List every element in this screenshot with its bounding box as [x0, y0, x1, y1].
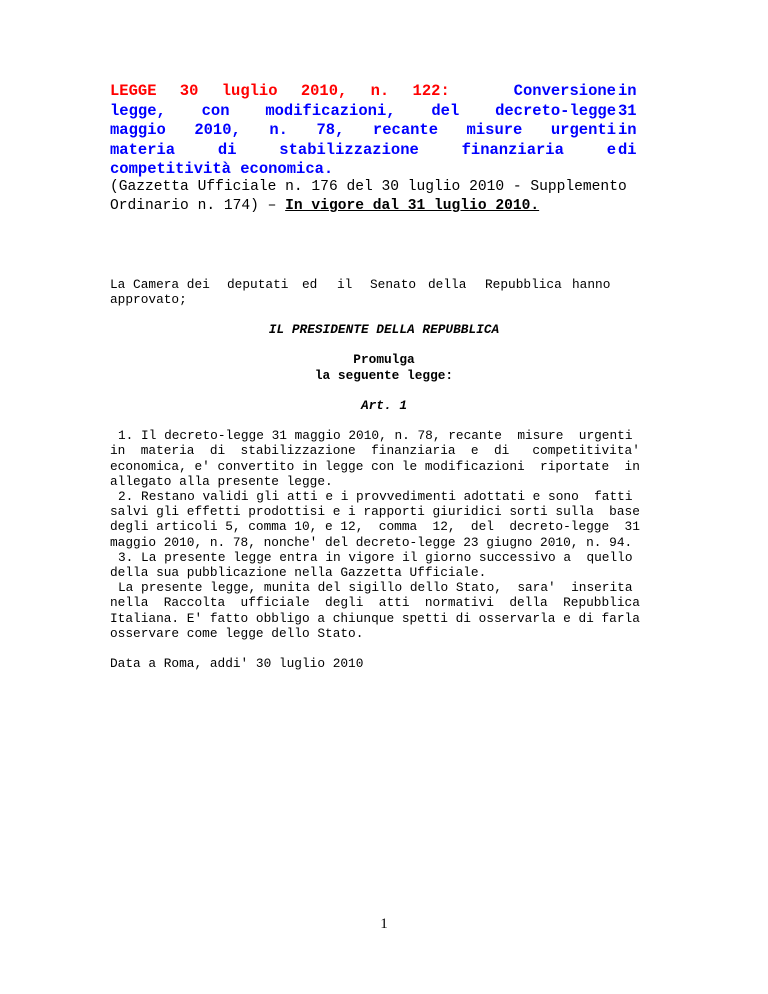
law-body: [110, 277, 658, 671]
title-line-3: maggio 2010, n. 78, recante misure urgenti: [110, 121, 616, 139]
title-line-2: legge, con modificazioni, del decreto-legge: [110, 101, 616, 120]
preamble-line-2: approvato;: [110, 292, 187, 307]
seguente-legge-heading: la seguente legge:: [314, 367, 454, 383]
article-text: 1. Il decreto-legge 31 maggio 2010, n. 78, recante misure urgenti in materia di stabilizzazione finanziaria e di competitivita' economica, e' convertito in legge con le modificazioni riportate in allegato alla presente legge. 2. Restano validi gli atti e i provvedimenti adottati e sono fatti salvi gli effetti prodottisi e i rapporti giuridici sorti sulla base degli articoli 5, comma 10, e 12, comma 12, del decreto-legge 31 maggio 2010, n. 78, nonche' del decreto-legge 23 giugno 2010, n. 94. 3. La presente legge entra in vigore il giorno successivo a quello della sua pubblicazione nella Gazzetta Ufficiale. La presente legge, munita del sigillo dello Stato, sara' inserita nella Raccolta ufficiale degli atti normativi della Repubblica Italiana. E' fatto obbligo a chiunque spetti di osservarla e di farla osservare come legge dello Stato.: [110, 428, 640, 641]
law-identifier: LEGGE 30 luglio 2010, n. 122:: [110, 82, 450, 100]
title-line-4: materia di stabilizzazione finanziaria e: [110, 140, 616, 159]
promulga-heading: Promulga: [353, 352, 415, 368]
title-line-5: competitività economica.: [110, 160, 334, 178]
title-line-1: LEGGE 30 luglio 2010, n. 122: Conversione: [110, 82, 616, 100]
page-number: 1: [380, 916, 388, 932]
article-title: Art. 1: [360, 397, 408, 413]
president-heading: IL PRESIDENTE DELLA REPUBBLICA: [268, 322, 500, 338]
title-right-column: in 31 in di: [618, 82, 637, 159]
in-force-date: In vigore dal 31 luglio 2010.: [285, 198, 540, 214]
document-title: [110, 82, 658, 180]
date-line: Data a Roma, addi' 30 luglio 2010: [110, 656, 364, 672]
gazzetta-reference: (Gazzetta Ufficiale n. 176 del 30 luglio 2010 - Supplemento Ordinario n. 174) – In vigore dal 31 luglio 2010.: [110, 179, 627, 214]
preamble-line: La Camera dei deputati ed il Senato della Repubblica hanno: [110, 277, 611, 292]
